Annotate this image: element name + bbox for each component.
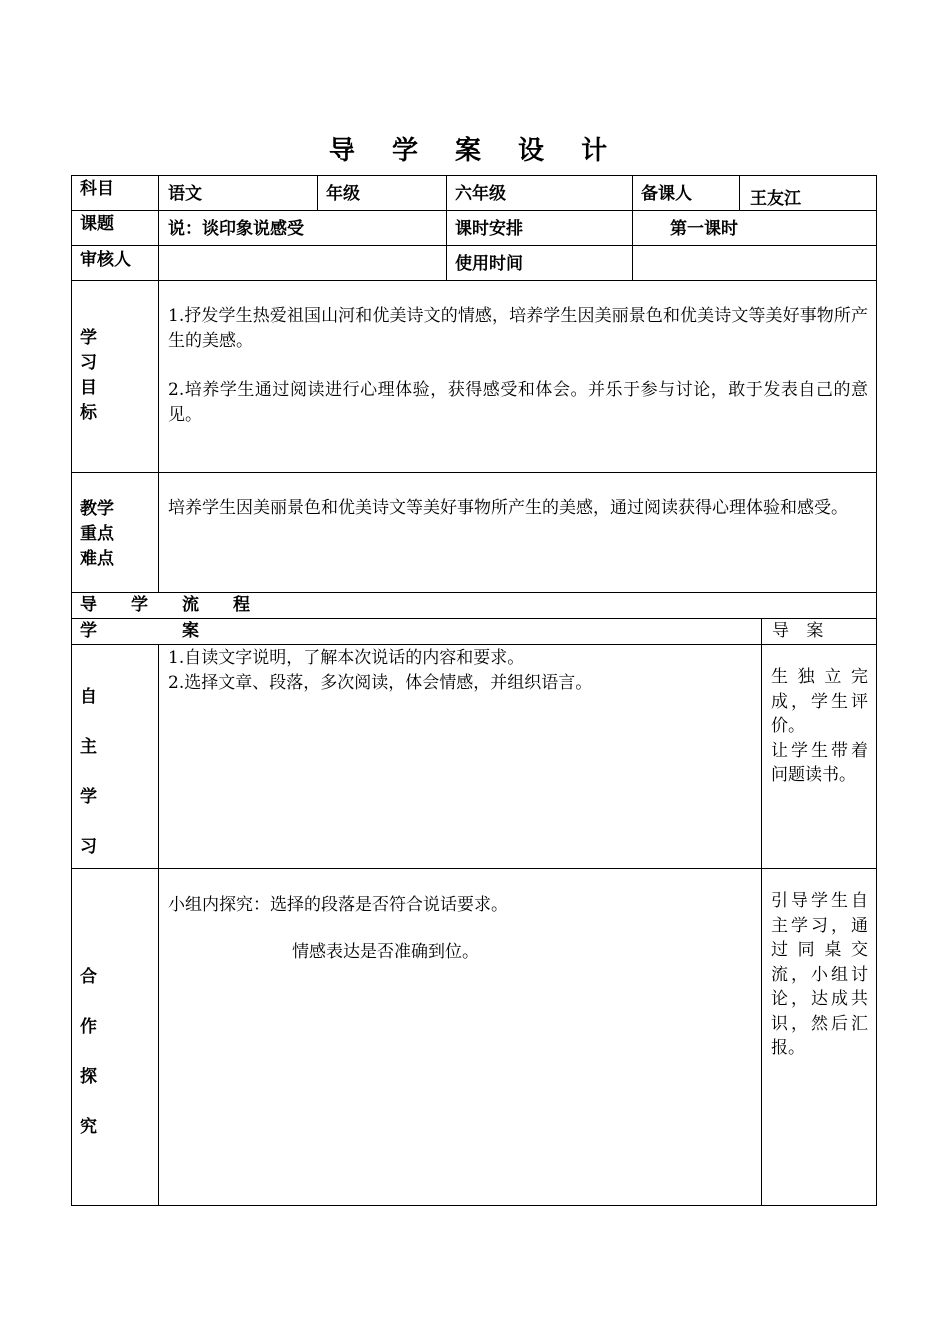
- cooperative-line-2: 情感表达是否准确到位。: [292, 942, 479, 962]
- objective-item-2: 2.培养学生通过阅读进行心理体验，获得感受和体会。并乐于参与讨论，敢于发表自己的意见。: [168, 380, 868, 425]
- cooperative-line-1: 小组内探究：选择的段落是否符合说话要求。: [168, 895, 508, 915]
- self-study-guide: 生独立完成，学生评价。 让学生带着问题读书。: [771, 667, 868, 785]
- cooperative-guide: 引导学生自主学习，通过同桌交流，小组讨论，达成共识，然后汇报。: [771, 891, 868, 1058]
- guide-column-heading: 导 案: [772, 621, 830, 641]
- subject-label: 科目: [80, 179, 114, 199]
- self-study-line-1: 1.自读文字说明，了解本次说话的内容和要求。: [168, 648, 525, 668]
- usage-time-label: 使用时间: [455, 254, 523, 274]
- subject-value: 语文: [168, 184, 202, 204]
- self-study-line-2: 2.选择文章、段落，多次阅读，体会情感，并组织语言。: [168, 673, 593, 693]
- schedule-value: 第一课时: [670, 219, 738, 239]
- self-study-label: 自 主 学 习: [80, 687, 97, 857]
- study-column-heading: 学 案: [80, 621, 199, 641]
- grade-value: 六年级: [455, 184, 506, 204]
- process-heading: 导 学 流 程: [80, 595, 250, 615]
- cooperative-label: 合 作 探 究: [80, 967, 97, 1137]
- preparer-value: 王友江: [750, 189, 801, 209]
- page-title: 导 学 案 设 计: [328, 136, 622, 166]
- grade-label: 年级: [326, 184, 360, 204]
- topic-value: 说：谈印象说感受: [168, 219, 304, 239]
- objectives-label: 学 习 目 标: [80, 328, 97, 423]
- topic-label: 课题: [80, 214, 114, 234]
- preparer-label: 备课人: [641, 184, 692, 204]
- objective-item-1: 1.抒发学生热爱祖国山河和优美诗文的情感，培养学生因美丽景色和优美诗文等美好事物所产生的美感。: [168, 306, 868, 351]
- key-points-label: 教学 重点 难点: [80, 499, 114, 569]
- key-points-text: 培养学生因美丽景色和优美诗文等美好事物所产生的美感，通过阅读获得心理体验和感受。: [168, 498, 848, 518]
- reviewer-label: 审核人: [80, 250, 131, 270]
- schedule-label: 课时安排: [455, 219, 523, 239]
